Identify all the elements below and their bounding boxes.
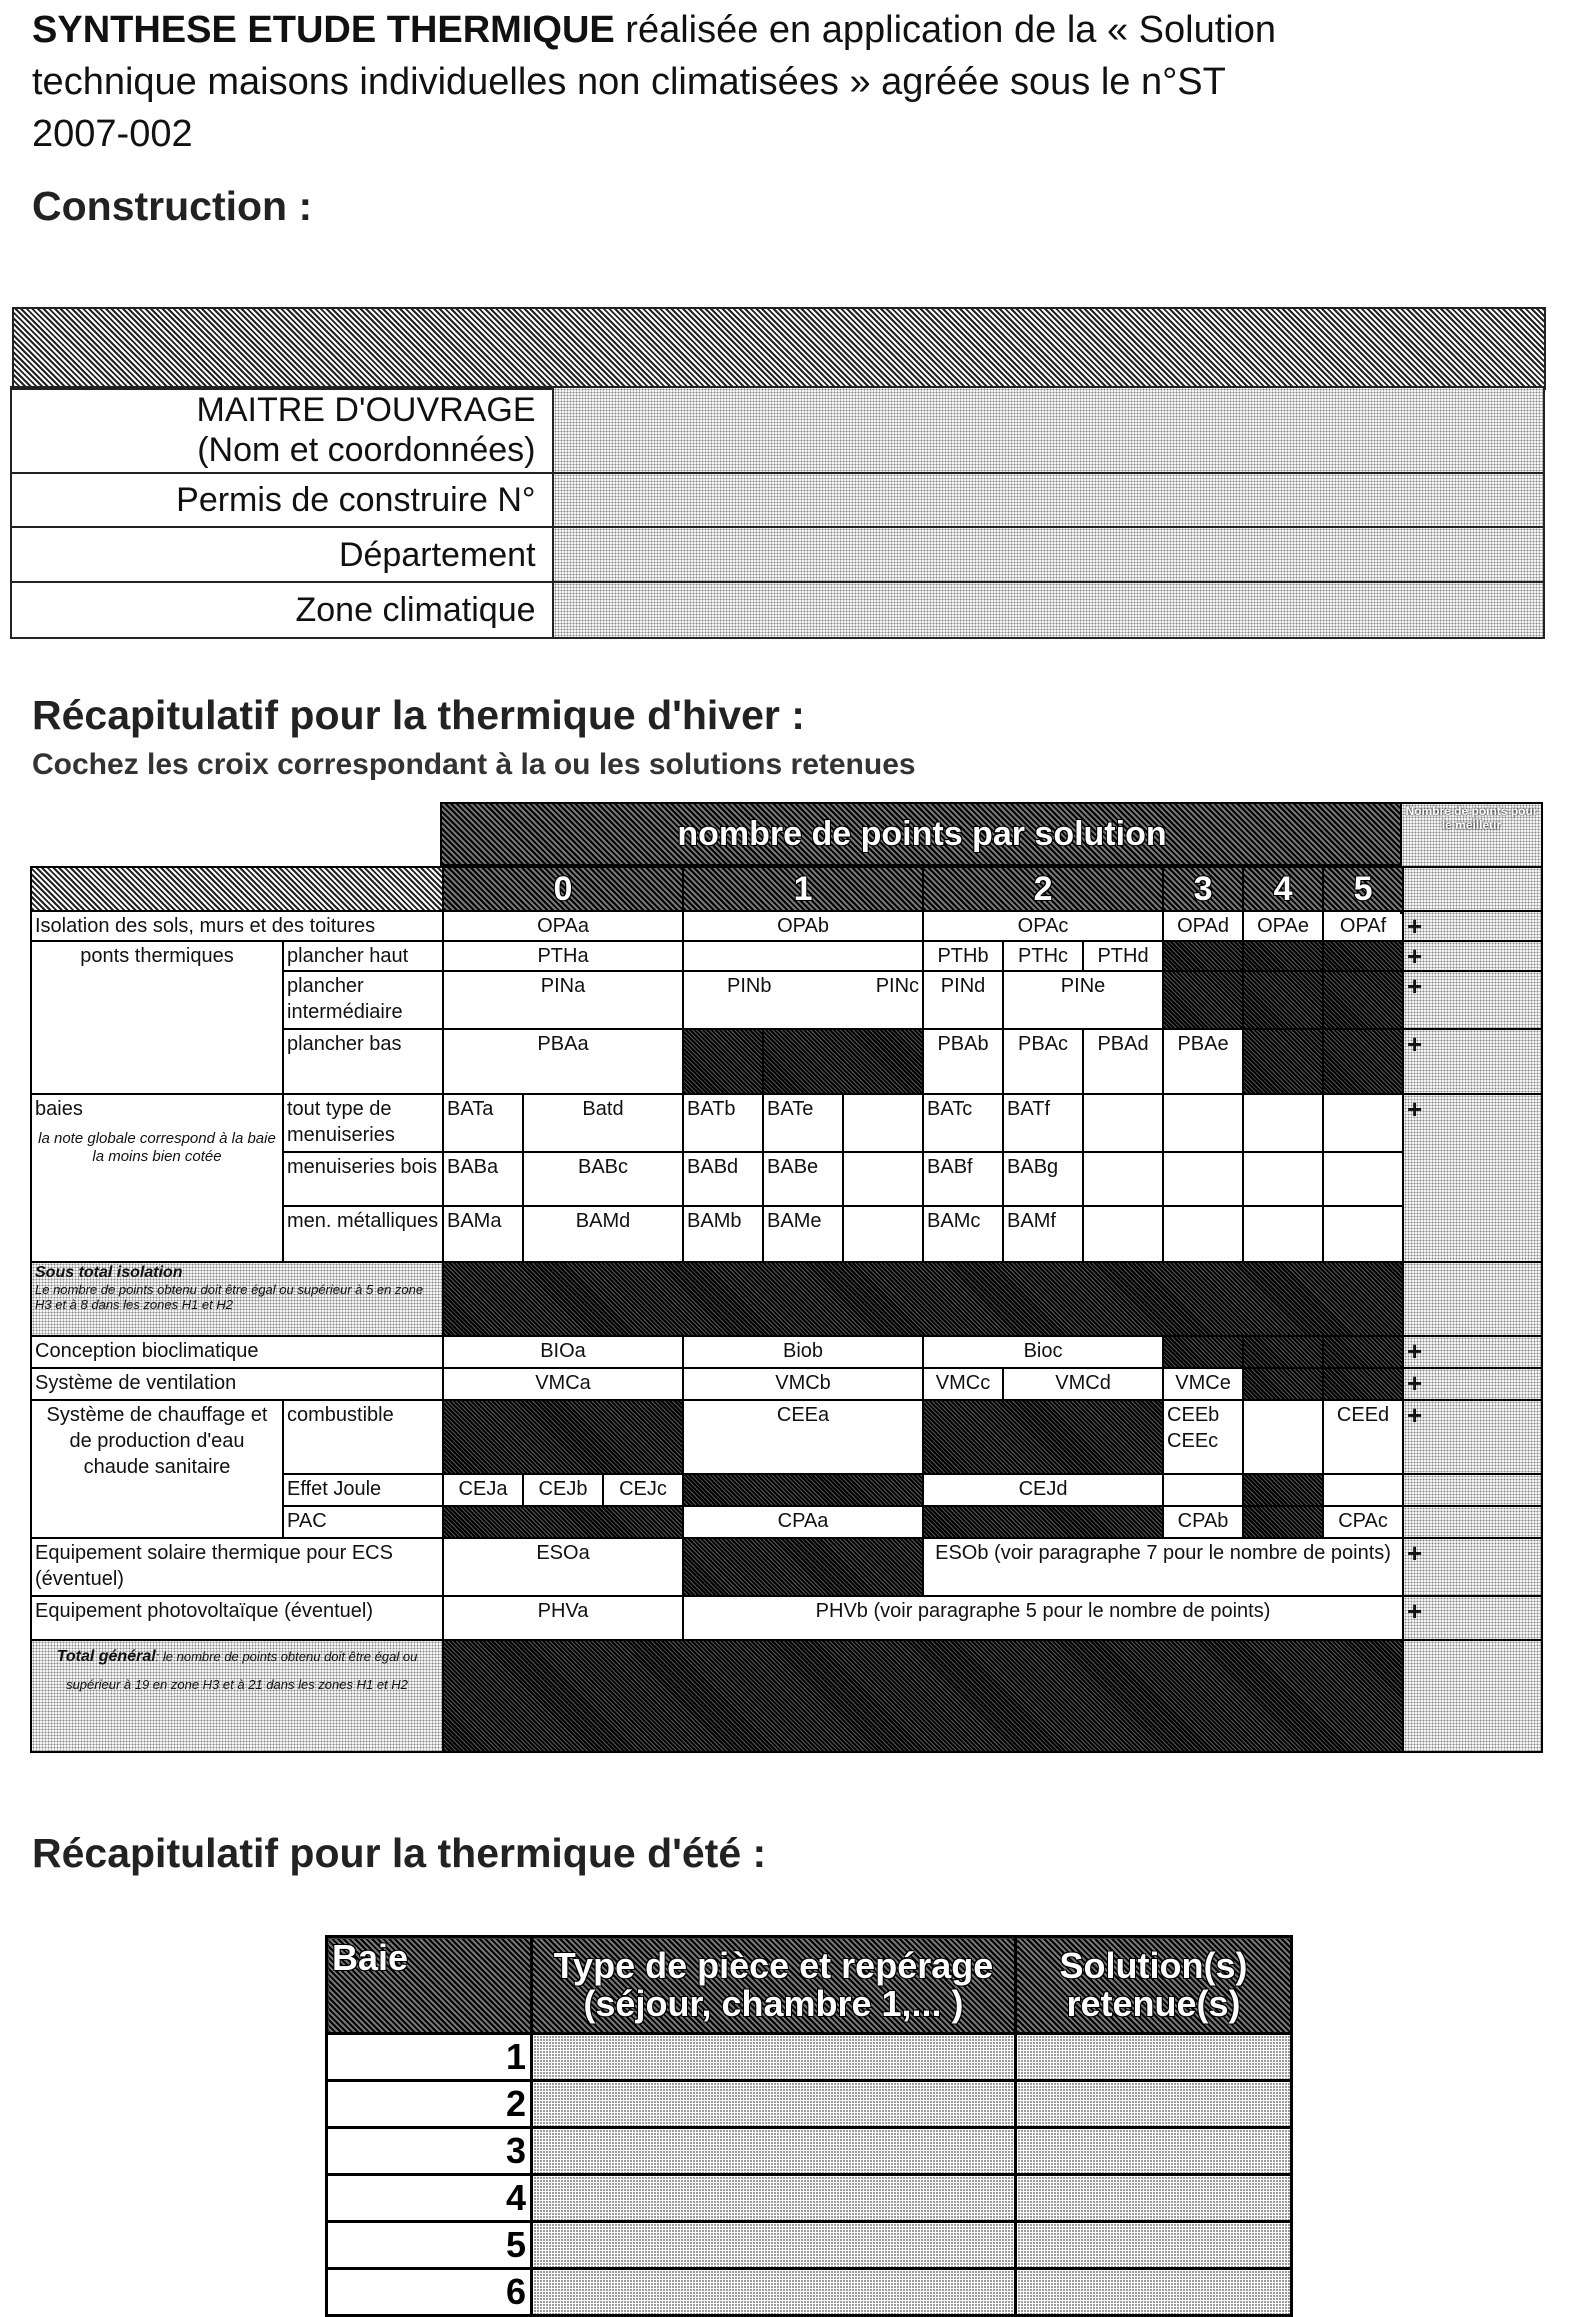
row-label: Equipement solaire thermique pour ECS (éventuel) (31, 1538, 443, 1596)
plus-cell: + (1403, 1029, 1542, 1094)
col-3: 3 (1163, 867, 1243, 911)
row-number: 6 (327, 2269, 532, 2316)
plus-cell: + (1403, 1538, 1542, 1596)
total-header-cell (1403, 867, 1542, 911)
plus-cell: + (1403, 1336, 1542, 1368)
blocked-cell (1163, 1336, 1243, 1368)
room-field[interactable] (532, 2034, 1016, 2081)
info-value-field[interactable] (553, 387, 1544, 473)
solution-cell[interactable]: BATe (763, 1094, 843, 1152)
solution-cell[interactable]: Bioc (923, 1336, 1163, 1368)
solution-cell[interactable]: OPAd (1163, 911, 1243, 941)
blocked-cell (1243, 1506, 1323, 1538)
solution-cell[interactable]: PTHd (1083, 941, 1163, 971)
sous-total-value[interactable] (1403, 1262, 1542, 1336)
row-conception (31, 1336, 1542, 1368)
plus-cell: + (1403, 971, 1542, 1029)
title-line3: 2007-002 (32, 113, 193, 155)
solution-cell[interactable]: PBAc (1003, 1029, 1083, 1094)
solution-cell[interactable]: BABg (1003, 1152, 1083, 1206)
room-field[interactable] (532, 2175, 1016, 2222)
sub-label: PAC (283, 1506, 443, 1538)
empty-cell (1243, 1400, 1323, 1474)
title-line1: réalisée en application de la « Solution (614, 9, 1276, 51)
row-baies-tout-type (31, 1094, 1542, 1152)
blocked-cell (443, 1506, 683, 1538)
empty-total-cell (1403, 1506, 1542, 1538)
row-plancher-haut (31, 941, 1542, 971)
sub-label: Effet Joule (283, 1474, 443, 1506)
total-label: Total général: le nombre de points obtenu doit être égal ou supérieur à 19 en zone H3 et à 21 dans les zones H1 et H2 (31, 1640, 443, 1752)
solution-cell[interactable]: PBAb (923, 1029, 1003, 1094)
solution-cell[interactable]: OPAa (443, 911, 683, 941)
plus-cell: + (1403, 941, 1542, 971)
row-label: ponts thermiques (31, 941, 283, 1094)
solution-cell[interactable]: BAMd (523, 1206, 683, 1262)
solution-cell[interactable]: PTHa (443, 941, 683, 971)
blocked-cell (763, 1029, 923, 1094)
solution-cell[interactable]: CEEb CEEc (1163, 1400, 1243, 1474)
blocked-cell (683, 1474, 923, 1506)
blocked-cell (1243, 971, 1323, 1029)
header-points: nombre de points par solution (440, 802, 1404, 866)
solution-cell[interactable]: BABe (763, 1152, 843, 1206)
solution-cell[interactable]: PINd (923, 971, 1003, 1029)
info-label: Département (11, 527, 553, 582)
solution-cell[interactable]: CPAa (683, 1506, 923, 1538)
solution-cell[interactable]: VMCa (443, 1368, 683, 1400)
plus-cell: + (1403, 1368, 1542, 1400)
solution-cell[interactable]: OPAb (683, 911, 923, 941)
info-value-field[interactable] (553, 527, 1544, 582)
row-label: Système de chauffage et de production d'eau chaude sanitaire (31, 1400, 283, 1538)
blocked-cell (1243, 1368, 1323, 1400)
solution-field[interactable] (1016, 2128, 1292, 2175)
blocked-cell (443, 1640, 1403, 1752)
row-sous-total (31, 1262, 1542, 1336)
room-field[interactable] (532, 2081, 1016, 2128)
row-label: Equipement photovoltaïque (éventuel) (31, 1596, 443, 1640)
blocked-cell (1243, 941, 1323, 971)
empty-cell (1243, 1206, 1323, 1262)
solution-cell[interactable]: Biob (683, 1336, 923, 1368)
row-number: 1 (327, 2034, 532, 2081)
sub-label: menuiseries bois (283, 1152, 443, 1206)
solution-cell[interactable]: CEJa (443, 1474, 523, 1506)
blocked-cell (1163, 941, 1243, 971)
solution-cell[interactable]: VMCc (923, 1368, 1003, 1400)
blocked-cell (443, 1262, 1403, 1336)
info-value-field[interactable] (553, 473, 1544, 527)
row-number: 5 (327, 2222, 532, 2269)
blocked-cell (1323, 971, 1403, 1029)
solution-field[interactable] (1016, 2175, 1292, 2222)
solution-cell[interactable]: ESOb (voir paragraphe 7 pour le nombre de points) (923, 1538, 1403, 1596)
sub-label: plancher bas (283, 1029, 443, 1094)
empty-cell (1083, 1206, 1163, 1262)
empty-cell (1163, 1094, 1243, 1152)
room-field[interactable] (532, 2269, 1016, 2316)
empty-cell (1163, 1206, 1243, 1262)
solution-cell[interactable]: BABd (683, 1152, 763, 1206)
info-row-permis (11, 473, 1544, 527)
summer-row (327, 2269, 1292, 2316)
blocked-cell (1243, 1336, 1323, 1368)
solution-cell[interactable]: PINe (1003, 971, 1163, 1029)
solution-cell[interactable]: PHVb (voir paragraphe 5 pour le nombre de points) (683, 1596, 1403, 1640)
row-number: 4 (327, 2175, 532, 2222)
solution-field[interactable] (1016, 2081, 1292, 2128)
construction-heading: Construction : (32, 183, 313, 229)
solution-cell[interactable]: PINb PINc (683, 971, 923, 1029)
sub-label: men. métalliques (283, 1206, 443, 1262)
solution-cell[interactable]: BATb (683, 1094, 763, 1152)
row-ventilation (31, 1368, 1542, 1400)
summer-row (327, 2128, 1292, 2175)
solution-field[interactable] (1016, 2222, 1292, 2269)
solution-cell[interactable]: CPAc (1323, 1506, 1403, 1538)
solution-cell[interactable]: BATa (443, 1094, 523, 1152)
solution-cell[interactable]: PTHb (923, 941, 1003, 971)
solution-cell[interactable]: VMCb (683, 1368, 923, 1400)
solution-cell[interactable]: BAMf (1003, 1206, 1083, 1262)
solution-cell[interactable]: CEJd (923, 1474, 1163, 1506)
summer-row (327, 2081, 1292, 2128)
sub-label: plancher haut (283, 941, 443, 971)
info-label: Zone climatique (11, 582, 553, 638)
solution-cell[interactable]: BABc (523, 1152, 683, 1206)
solution-cell[interactable]: BATf (1003, 1094, 1083, 1152)
column-header-row (31, 867, 1542, 911)
sub-label: combustible (283, 1400, 443, 1474)
plus-cell: + (1403, 1596, 1542, 1640)
solution-cell[interactable]: PINa (443, 971, 683, 1029)
empty-cell (683, 941, 923, 971)
blocked-cell (1323, 1029, 1403, 1094)
solution-cell[interactable]: OPAe (1243, 911, 1323, 941)
solution-cell[interactable]: BAMb (683, 1206, 763, 1262)
col-1: 1 (683, 867, 923, 911)
solution-cell[interactable]: OPAf (1323, 911, 1403, 941)
row-combustible (31, 1400, 1542, 1474)
solution-cell[interactable]: BABa (443, 1152, 523, 1206)
solution-cell[interactable]: OPAc (923, 911, 1163, 941)
solution-field[interactable] (1016, 2269, 1292, 2316)
blocked-cell (1243, 1474, 1323, 1506)
room-field[interactable] (532, 2128, 1016, 2175)
solution-cell[interactable]: BAMa (443, 1206, 523, 1262)
col-2: 2 (923, 867, 1163, 911)
header-type-piece: Type de pièce et repérage (séjour, chambre 1,... ) (532, 1937, 1016, 2034)
row-label-baies: baies la note globale correspond à la baie la moins bien cotée (31, 1094, 283, 1262)
summer-table (325, 1935, 1293, 2317)
solution-cell[interactable]: BATc (923, 1094, 1003, 1152)
header-solutions: Solution(s) retenue(s) (1016, 1937, 1292, 2034)
info-row-zone (11, 582, 1544, 638)
info-table (10, 386, 1545, 639)
plus-cell: + (1403, 1400, 1542, 1474)
solution-cell[interactable]: VMCd (1003, 1368, 1163, 1400)
empty-cell (843, 1152, 923, 1206)
blocked-cell (1243, 1029, 1323, 1094)
total-value[interactable] (1403, 1640, 1542, 1752)
info-row-maitre (11, 387, 1544, 473)
blocked-cell (683, 1538, 923, 1596)
col-0: 0 (443, 867, 683, 911)
baies-note: la note globale correspond à la baie la moins bien cotée (38, 1130, 276, 1165)
empty-cell (1243, 1152, 1323, 1206)
empty-cell (843, 1094, 923, 1152)
sub-label: plancher intermédiaire (283, 971, 443, 1029)
empty-cell (1083, 1094, 1163, 1152)
summer-row (327, 2222, 1292, 2269)
blocked-cell (443, 1400, 683, 1474)
solution-cell[interactable]: VMCe (1163, 1368, 1243, 1400)
info-value-field[interactable] (553, 582, 1544, 638)
empty-cell (1163, 1152, 1243, 1206)
col-5: 5 (1323, 867, 1403, 911)
summer-row (327, 2034, 1292, 2081)
plus-cell: + (1403, 1094, 1542, 1262)
title-line2: technique maisons individuelles non climatisées » agréée sous le n°ST (32, 61, 1226, 103)
solution-cell[interactable]: CEEd (1323, 1400, 1403, 1474)
sub-label: tout type de menuiseries (283, 1094, 443, 1152)
title-bold: SYNTHESE ETUDE THERMIQUE (32, 9, 615, 51)
winter-table (30, 866, 1543, 1753)
solution-cell[interactable]: BIOa (443, 1336, 683, 1368)
blocked-cell (683, 1029, 763, 1094)
empty-cell (1323, 1094, 1403, 1152)
plus-cell: + (1403, 911, 1542, 941)
summer-heading: Récapitulatif pour la thermique d'été : (32, 1830, 767, 1876)
empty-total-cell (1403, 1474, 1542, 1506)
empty-cell (1243, 1094, 1323, 1152)
info-label: MAITRE D'OUVRAGE (Nom et coordonnées) (11, 387, 553, 473)
empty-cell (1323, 1474, 1403, 1506)
info-header-band (12, 307, 1546, 390)
col-4: 4 (1243, 867, 1323, 911)
solution-cell[interactable]: PHVa (443, 1596, 683, 1640)
room-field[interactable] (532, 2222, 1016, 2269)
blocked-cell (1323, 1336, 1403, 1368)
solution-cell[interactable]: PTHc (1003, 941, 1083, 971)
info-row-departement (11, 527, 1544, 582)
header-total: Nombre de points pour le meilleur (1400, 802, 1543, 914)
empty-cell (843, 1206, 923, 1262)
solution-cell[interactable]: Batd (523, 1094, 683, 1152)
blocked-cell (923, 1506, 1163, 1538)
row-label: Conception bioclimatique (31, 1336, 443, 1368)
row-pv (31, 1596, 1542, 1640)
row-label: Isolation des sols, murs et des toitures (31, 911, 443, 941)
solution-cell[interactable]: CEEa (683, 1400, 923, 1474)
info-label: Permis de construire N° (11, 473, 553, 527)
summer-header-row (327, 1937, 1292, 2034)
header-baie: Baie (327, 1937, 532, 2034)
solution-cell[interactable]: PBAd (1083, 1029, 1163, 1094)
row-isolation (31, 911, 1542, 941)
sous-total-label: Sous total isolation Le nombre de points obtenu doit être égal ou supérieur à 5 en zone H3 et à 8 dans les zones H1 et H2 (31, 1262, 443, 1336)
winter-heading: Récapitulatif pour la thermique d'hiver : (32, 692, 805, 738)
solution-cell[interactable]: CPAb (1163, 1506, 1243, 1538)
blocked-cell (923, 1400, 1163, 1474)
row-solaire (31, 1538, 1542, 1596)
blocked-cell (1323, 941, 1403, 971)
solution-field[interactable] (1016, 2034, 1292, 2081)
solution-cell[interactable]: BAMe (763, 1206, 843, 1262)
document-title (32, 4, 1572, 160)
solution-cell[interactable]: CEJb (523, 1474, 603, 1506)
blocked-cell (1163, 971, 1243, 1029)
row-number: 3 (327, 2128, 532, 2175)
blocked-cell (1323, 1368, 1403, 1400)
solution-cell[interactable]: CEJc (603, 1474, 683, 1506)
row-label: Système de ventilation (31, 1368, 443, 1400)
empty-cell (1323, 1152, 1403, 1206)
empty-cell (1163, 1474, 1243, 1506)
solution-cell[interactable]: PBAa (443, 1029, 683, 1094)
empty-cell (1083, 1152, 1163, 1206)
corner-cell (31, 867, 443, 911)
solution-cell[interactable]: PBAe (1163, 1029, 1243, 1094)
row-total (31, 1640, 1542, 1752)
summer-row (327, 2175, 1292, 2222)
solution-cell[interactable]: BABf (923, 1152, 1003, 1206)
empty-cell (1323, 1206, 1403, 1262)
winter-subtitle: Cochez les croix correspondant à la ou les solutions retenues (32, 748, 916, 781)
row-number: 2 (327, 2081, 532, 2128)
solution-cell[interactable]: ESOa (443, 1538, 683, 1596)
solution-cell[interactable]: BAMc (923, 1206, 1003, 1262)
